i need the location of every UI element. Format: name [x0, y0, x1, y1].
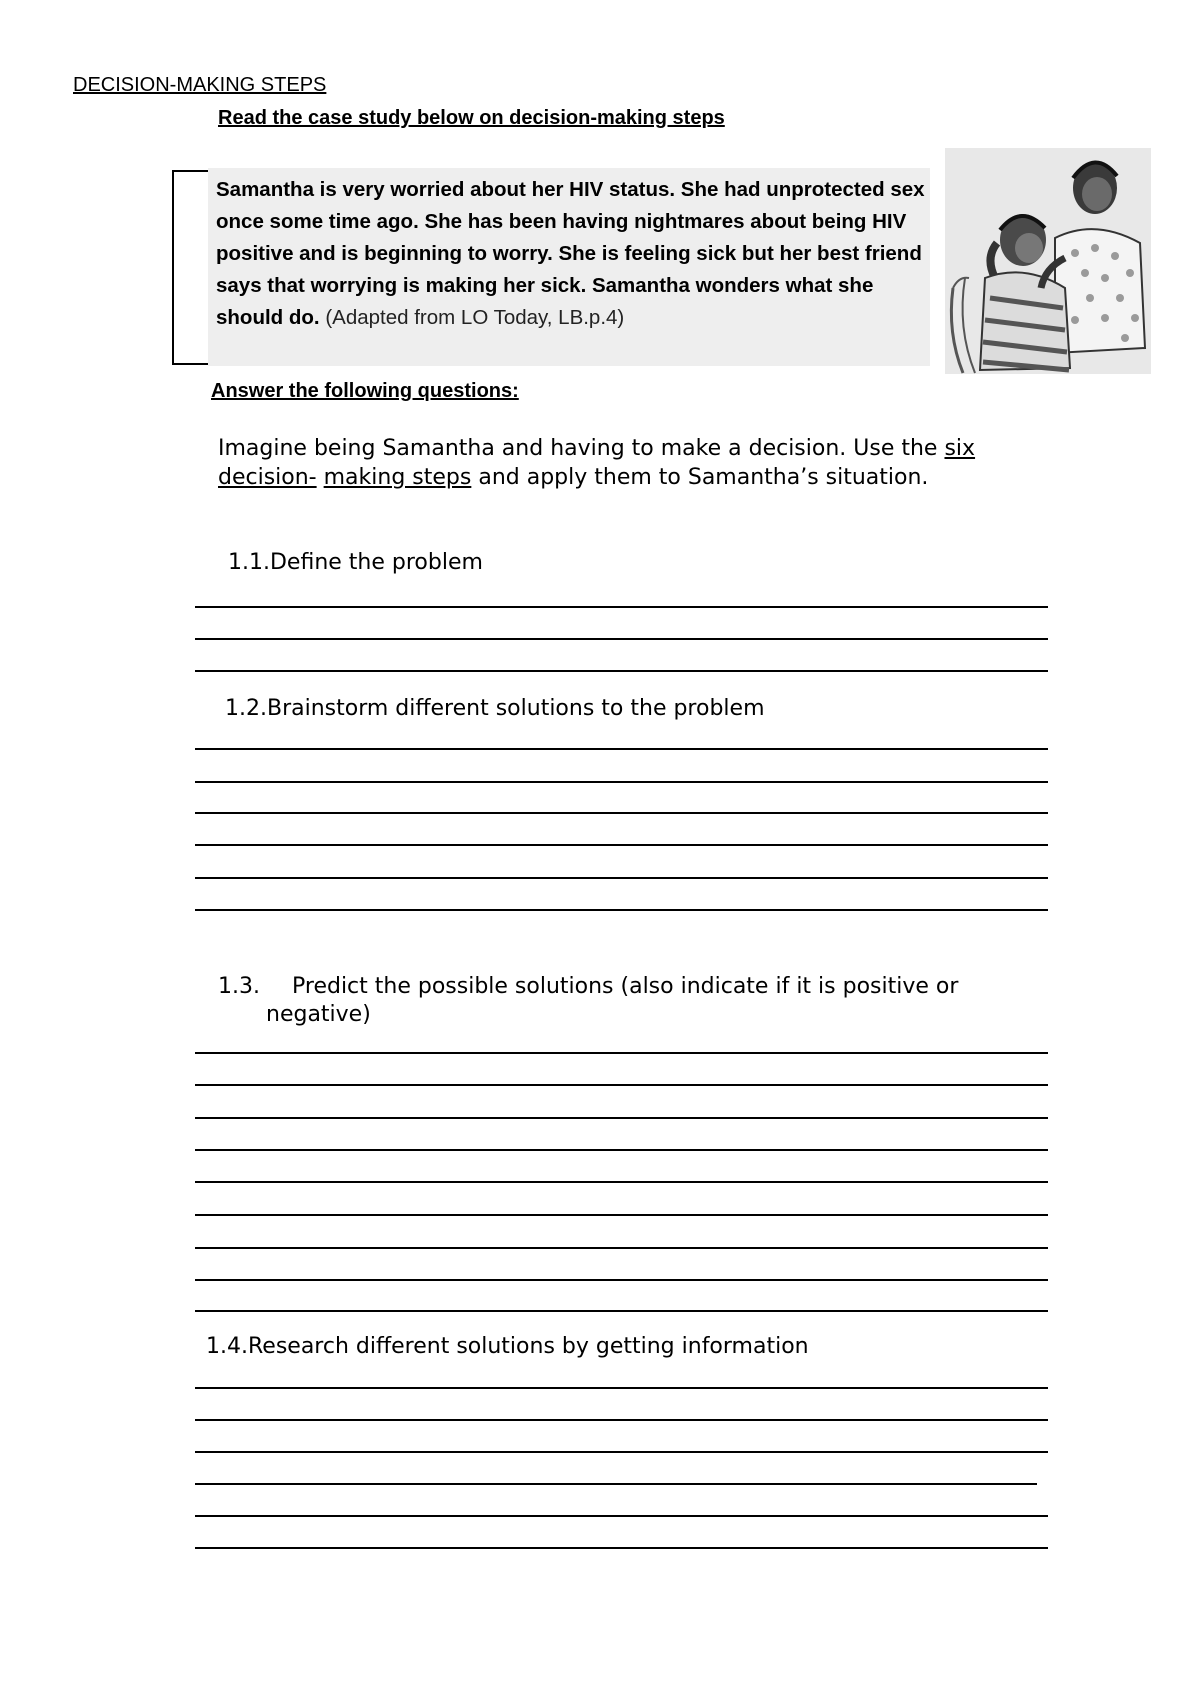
intro-space	[317, 465, 324, 490]
six-decision-link: six decision-	[218, 436, 976, 490]
intro-text-2: and apply them to Samantha’s situation.	[471, 464, 929, 490]
answer-line[interactable]	[195, 1387, 1048, 1389]
answer-line[interactable]	[195, 1214, 1048, 1216]
answer-line[interactable]	[195, 1451, 1048, 1453]
answer-line[interactable]	[195, 606, 1048, 608]
instruction: Read the case study below on decision-making steps	[218, 107, 725, 129]
case-study-body: Samantha is very worried about her HIV status. She had unprotected sex once some time ago. She has been having nightmares about being HIV positive and is beginning to worry. She is feeling sick but her best friend says that worrying is making her sick. Samantha wonders what she should do.	[216, 178, 925, 329]
answer-line[interactable]	[195, 877, 1048, 879]
question-number: 1.3.	[218, 974, 260, 999]
answer-line[interactable]	[195, 1279, 1048, 1281]
case-study-source: (Adapted from LO Today, LB.p.4)	[325, 306, 625, 329]
answer-line[interactable]	[195, 1052, 1048, 1054]
answer-line[interactable]	[195, 1419, 1048, 1421]
answer-line[interactable]	[195, 781, 1048, 783]
question-text: Define the problem	[269, 550, 483, 575]
answer-line[interactable]	[195, 1117, 1048, 1119]
answer-line[interactable]	[195, 1515, 1048, 1517]
questions-heading: Answer the following questions:	[211, 380, 519, 402]
answer-line[interactable]	[195, 638, 1048, 640]
answer-line[interactable]	[195, 1149, 1048, 1151]
question-number: 1.1.	[228, 550, 270, 575]
answer-line[interactable]	[195, 1247, 1048, 1249]
answer-line[interactable]	[195, 1310, 1048, 1312]
case-study-text	[216, 174, 928, 334]
question-number: 1.4.	[206, 1334, 248, 1359]
answer-line[interactable]	[195, 1181, 1048, 1183]
answer-line[interactable]	[195, 670, 1048, 672]
answer-line[interactable]	[195, 1547, 1048, 1549]
answer-line[interactable]	[195, 812, 1048, 814]
intro-paragraph	[218, 435, 1018, 492]
question-1-4	[206, 1334, 809, 1359]
question-text: Predict the possible solutions (also indicate if it is positive or	[292, 974, 959, 999]
answer-line[interactable]	[195, 1483, 1037, 1485]
question-1-3-continued: negative)	[266, 1002, 371, 1027]
making-steps-link: making steps	[323, 464, 472, 490]
answer-line[interactable]	[195, 1084, 1048, 1086]
question-1-3	[218, 974, 958, 999]
illustration-drawing	[945, 148, 1151, 374]
page-title: DECISION-MAKING STEPS	[73, 74, 327, 96]
question-text: Brainstorm different solutions to the problem	[266, 696, 765, 721]
answer-line[interactable]	[195, 909, 1048, 911]
question-1-1	[228, 550, 483, 575]
intro-text-1: Imagine being Samantha and having to make a decision. Use the	[218, 436, 945, 461]
question-text: Research different solutions by getting information	[247, 1334, 809, 1359]
question-number: 1.2.	[225, 696, 267, 721]
answer-line[interactable]	[195, 844, 1048, 846]
question-1-2	[225, 696, 765, 721]
answer-line[interactable]	[195, 748, 1048, 750]
two-girls-talking-illustration	[945, 148, 1151, 374]
